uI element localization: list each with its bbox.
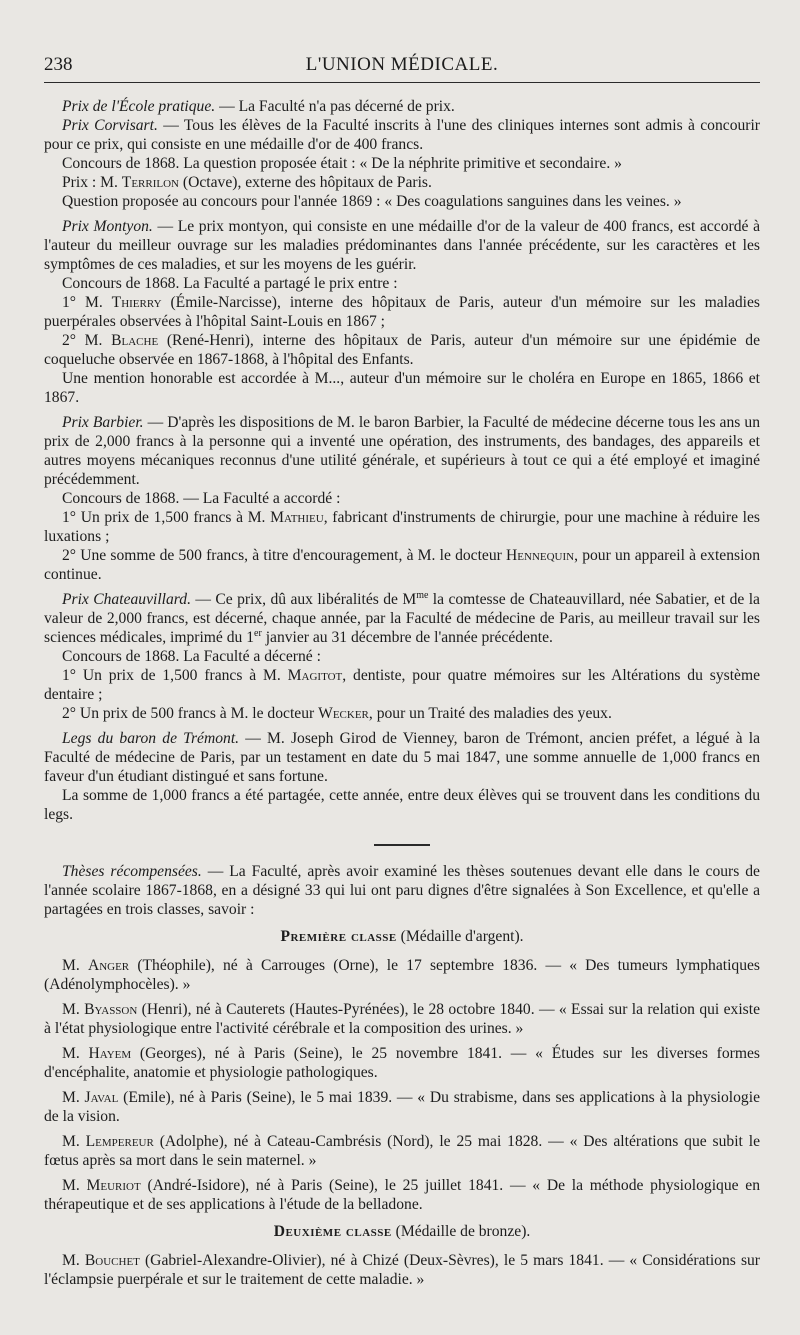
paragraph: [44, 116, 760, 154]
article-body: [44, 83, 760, 1289]
class-heading: [44, 927, 760, 946]
prize-title: Legs du baron de Trémont.: [62, 730, 240, 747]
paragraph: [44, 546, 760, 584]
paragraph-text: Prix : M.: [62, 174, 122, 191]
paragraph-text: , pour un appareil à extension continue.: [44, 547, 760, 583]
paragraph-text: — Ce prix, dû aux libéralités de M: [190, 591, 417, 608]
paragraph-text: (Henri), né à Cauterets (Hautes-Pyrénées), le 28 octobre 1840. — « Essai sur la relation qui existe à l'état physiologique entre l'activité cérébrale et la composition des urines. »: [44, 1001, 760, 1037]
paragraph: [44, 217, 760, 274]
paragraph-text: (Octave), externe des hôpitaux de Paris.: [179, 174, 432, 191]
paragraph-text: , dentiste, pour quatre mémoires sur les Altérations du système dentaire ;: [44, 667, 760, 703]
class-label: Deuxième classe: [273, 1223, 392, 1240]
paragraph-text: — La Faculté, après avoir examiné les thèses soutenues devant elle dans le cours de l'année scolaire 1867-1868, en a désigné 33 qui lui ont paru dignes d'être signalées à Son Excellence, et qu'elle a partagées en trois classes, savoir :: [44, 863, 760, 918]
paragraph-text: — Tous les élèves de la Faculté inscrits à l'une des cliniques internes sont admis à concourir pour ce prix, qui consiste en une médaille d'or de 400 francs.: [44, 117, 761, 153]
journal-title: L'UNION MÉDICALE.: [305, 54, 499, 75]
thesis-entry: [44, 1132, 760, 1170]
prize-title: Prix Chateauvillard.: [62, 591, 191, 608]
paragraph-text: (Émile-Narcisse), interne des hôpitaux de Paris, auteur d'un mémoire sur les maladies puerpérales observées à l'hôpital Saint-Louis en 1867 ;: [44, 294, 761, 330]
person-name: Blache: [111, 332, 159, 349]
paragraph-text: , fabricant d'instruments de chirurgie, pour une machine à réduire les luxations ;: [44, 509, 760, 545]
prize-title: Prix Corvisart.: [62, 117, 158, 134]
paragraph-text: — Le prix montyon, qui consiste en une médaille d'or de la valeur de 400 francs, est accordé à l'auteur du meilleur ouvrage sur les maladies prédominantes dans l'année précédente, sur les caractères et les symptômes de ces maladies, et sur les moyens de les guérir.: [44, 218, 760, 273]
paragraph-text: 1° M.: [62, 294, 112, 311]
paragraph: Une mention honorable est accordée à M..., auteur d'un mémoire sur le choléra en Europe en 1865, 1866 et 1867.: [44, 370, 760, 406]
person-name: Terrilon: [121, 174, 179, 191]
page-header: [44, 52, 760, 83]
paragraph-text: M.: [62, 1001, 85, 1018]
paragraph-text: (Gabriel-Alexandre-Olivier), né à Chizé (Deux-Sèvres), le 5 mars 1841. — « Considérations sur l'éclampsie puerpérale et sur le traitement de cette maladie. »: [44, 1252, 760, 1288]
prize-title: Prix de l'École pratique.: [62, 98, 216, 115]
person-name: Magitot: [287, 667, 343, 684]
paragraph-text: 2° Un prix de 500 francs à M. le docteur: [62, 705, 319, 722]
paragraph-text: (Théophile), né à Carrouges (Orne), le 17 septembre 1836. — « Des tumeurs lymphatiques (Adénolymphocèles). »: [44, 957, 760, 993]
paragraph: [44, 590, 760, 647]
person-name: Lempereur: [85, 1133, 154, 1150]
paragraph-text: (Georges), né à Paris (Seine), le 25 novembre 1841. — « Études sur les diverses formes d'encéphalite, anatomie et physiologie pathologiques.: [44, 1045, 760, 1081]
paragraph-text: M.: [62, 1177, 87, 1194]
paragraph-text: janvier au 31 décembre de l'année précédente.: [261, 629, 553, 646]
paragraph: Concours de 1868. La question proposée était : « De la néphrite primitive et secondaire. »: [62, 155, 622, 172]
paragraph-text: , pour un Traité des maladies des yeux.: [368, 705, 612, 722]
class-label: Première classe: [280, 928, 397, 945]
paragraph-text: M.: [62, 1089, 85, 1106]
paragraph-text: M.: [62, 1045, 89, 1062]
paragraph-text: 2° M.: [62, 332, 112, 349]
paragraph: [44, 862, 760, 919]
person-name: Bouchet: [84, 1252, 140, 1269]
paragraph: [44, 97, 760, 116]
person-name: Mathieu: [270, 509, 324, 526]
person-name: Meuriot: [86, 1177, 141, 1194]
prize-title: Thèses récompensées.: [62, 863, 202, 880]
paragraph-text: 1° Un prix de 1,500 francs à M.: [62, 509, 271, 526]
paragraph-text: 2° Une somme de 500 francs, à titre d'encouragement, à M. le docteur: [62, 547, 507, 564]
thesis-entry: [44, 1088, 760, 1126]
person-name: Javal: [84, 1089, 119, 1106]
thesis-entry: [44, 1044, 760, 1082]
person-name: Thierry: [111, 294, 162, 311]
paragraph: [44, 729, 760, 786]
page-number: 238: [44, 54, 73, 75]
superscript: er: [254, 627, 262, 639]
paragraph: [44, 293, 760, 331]
person-name: Hayem: [88, 1045, 132, 1062]
paragraph-text: (René-Henri), interne des hôpitaux de Paris, auteur d'un mémoire sur une épidémie de coqueluche observée en 1867-1868, à l'hôpital des Enfants.: [44, 332, 761, 368]
paragraph-text: M.: [62, 957, 88, 974]
paragraph: La somme de 1,000 francs a été partagée, cette année, entre deux élèves qui se trouvent dans les conditions du legs.: [44, 787, 760, 823]
paragraph-text: 1° Un prix de 1,500 francs à M.: [62, 667, 288, 684]
paragraph: [44, 331, 760, 369]
paragraph-text: — D'après les dispositions de M. le baron Barbier, la Faculté de médecine décerne tous les ans un prix de 2,000 francs à la personne qui a inventé une opération, des instruments, des bandages, des appareils et autres moyens mécaniques reconnus d'une utilité générale, et supérieurs à tout ce qui a été employé et imaginé précédemment.: [44, 414, 760, 488]
thesis-entry: [44, 956, 760, 994]
paragraph: Concours de 1868. — La Faculté a accordé :: [62, 490, 341, 507]
prize-title: Prix Montyon.: [62, 218, 153, 235]
paragraph: [44, 173, 760, 192]
paragraph-text: M.: [62, 1133, 86, 1150]
person-name: Wecker: [318, 705, 369, 722]
paragraph-text: — La Faculté n'a pas décerné de prix.: [215, 98, 455, 115]
prize-title: Prix Barbier.: [62, 414, 144, 431]
paragraph-text: la comtesse de Chateauvillard, née Sabatier, et de la valeur de 2,000 francs, est décerné, chaque année, par la Faculté de médecine de Paris, au meilleur travail sur les sciences médicales, imprimé du 1: [44, 591, 760, 646]
paragraph: Concours de 1868. La Faculté a partagé le prix entre :: [62, 275, 398, 292]
thesis-entry: [44, 1251, 760, 1289]
paragraph-text: (Emile), né à Paris (Seine), le 5 mai 1839. — « Du strabisme, dans ses applications à la physiologie de la vision.: [44, 1089, 760, 1125]
class-heading: [44, 1222, 760, 1241]
paragraph-text: (André-Isidore), né à Paris (Seine), le 25 juillet 1841. — « De la méthode physiologique en thérapeutique et de ses applications à l'étude de la belladone.: [44, 1177, 760, 1213]
section-divider: [374, 844, 430, 846]
paragraph: Concours de 1868. La Faculté a décerné :: [62, 648, 321, 665]
superscript: me: [416, 589, 429, 601]
paragraph-text: (Adolphe), né à Cateau-Cambrésis (Nord), le 25 mai 1828. — « Des altérations que subit le fœtus après sa mort dans le sein maternel. »: [44, 1133, 760, 1169]
paragraph: [44, 413, 760, 489]
paragraph-text: M.: [62, 1252, 85, 1269]
person-name: Anger: [87, 957, 130, 974]
paragraph: [44, 666, 760, 704]
class-note: (Médaille de bronze).: [391, 1223, 531, 1240]
paragraph: [44, 704, 760, 723]
paragraph: Question proposée au concours pour l'année 1869 : « Des coagulations sanguines dans les veines. »: [62, 193, 682, 210]
class-note: (Médaille d'argent).: [396, 928, 524, 945]
paragraph-text: — M. Joseph Girod de Vienney, baron de Trémont, ancien préfet, a légué à la Faculté de médecine de Paris, par un testament en date du 5 mai 1847, une somme annuelle de 1,000 francs en faveur d'un étudiant distingué et sans fortune.: [44, 730, 761, 785]
thesis-entry: [44, 1176, 760, 1214]
person-name: Hennequin: [506, 547, 575, 564]
thesis-entry: [44, 1000, 760, 1038]
paragraph: [44, 508, 760, 546]
person-name: Byasson: [84, 1001, 138, 1018]
